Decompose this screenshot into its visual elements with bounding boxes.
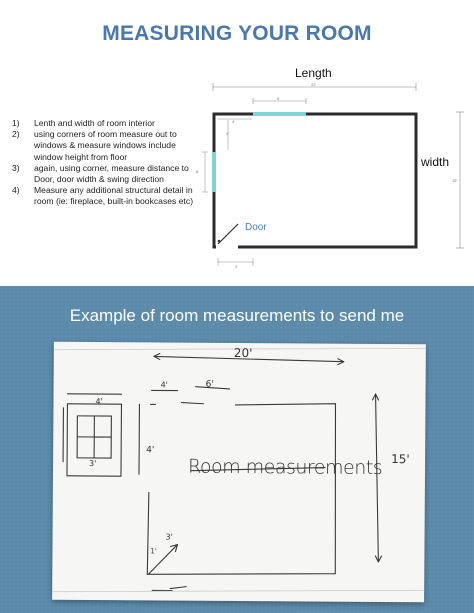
instruction-item: 2) using corners of room measure out to windows & measure windows include window height from floor bbox=[12, 129, 177, 162]
door-label: Door bbox=[245, 222, 267, 233]
sketch-corner-value: 4' bbox=[160, 380, 168, 390]
width-dimension-value: 15' bbox=[452, 178, 458, 183]
instruction-text: using corners of room measure out to windows & measure windows include window height from floor bbox=[34, 129, 177, 162]
page-title: MEASURING YOUR ROOM bbox=[102, 22, 372, 45]
left-window bbox=[212, 152, 216, 192]
door-dimension-value: 3' bbox=[235, 264, 238, 269]
width-label: width bbox=[421, 155, 450, 169]
sketch-window-offset-value: 6' bbox=[205, 379, 214, 390]
side-dimension-value: 4' bbox=[226, 131, 229, 136]
instruction-text: Measure any additional structural detail in room (ie: fireplace, built-in bookcases etc) bbox=[34, 185, 194, 207]
sketch-window-side-value: 4' bbox=[146, 445, 155, 456]
instruction-item: 4) Measure any additional structural detail in room (ie: fireplace, built-in bookcases etc) bbox=[12, 185, 194, 207]
door-swing-line bbox=[218, 224, 238, 244]
window-dimension-value: 6' bbox=[277, 96, 280, 101]
instruction-text: Lenth and width of room interior bbox=[34, 118, 155, 128]
length-dimension-value: 22' bbox=[311, 82, 317, 87]
sketch-length-value: 20' bbox=[233, 345, 253, 361]
sketch-width-value: 15' bbox=[391, 452, 410, 467]
sketch-door-offset-value: 1' bbox=[150, 547, 157, 556]
length-label: Length bbox=[295, 66, 332, 80]
floor-plan-diagram bbox=[0, 60, 474, 280]
top-window bbox=[253, 112, 306, 116]
sketch-window-width-value: 4' bbox=[95, 396, 103, 407]
sketch-room-label: Room measurements bbox=[187, 455, 383, 479]
instruction-item: 1) Lenth and width of room interior bbox=[12, 118, 155, 128]
instruction-item: 3) again, using corner, measure distance to Door, door width & swing direction bbox=[12, 162, 189, 185]
instruction-text: again, using corner, measure distance to Door, door width & swing direction bbox=[34, 162, 189, 185]
sketch-door-width-value: 3' bbox=[165, 532, 173, 542]
corner-dimension-value: 4' bbox=[232, 119, 235, 124]
example-section bbox=[0, 286, 474, 613]
sketch-paper bbox=[52, 342, 426, 603]
sketch-window-height-value: 3' bbox=[89, 458, 97, 469]
side-window-dimension-value: 6' bbox=[196, 169, 199, 174]
example-title: Example of room measurements to send me bbox=[69, 306, 405, 325]
